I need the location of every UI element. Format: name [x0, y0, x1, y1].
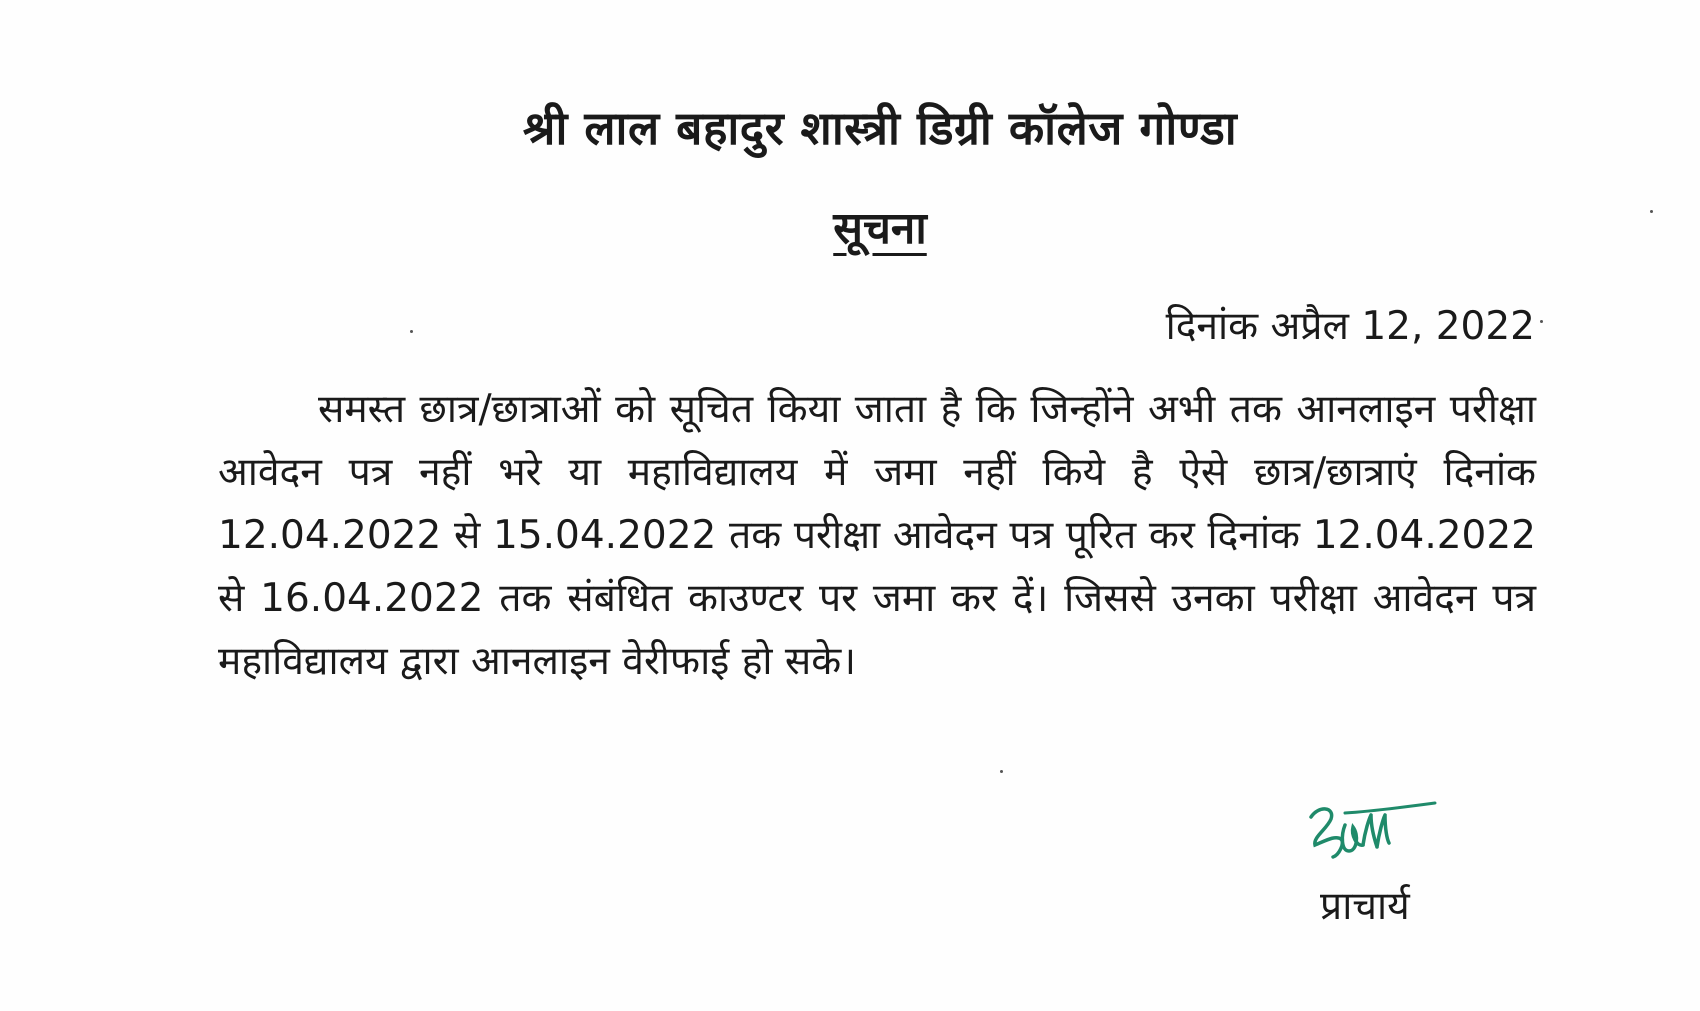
notice-heading-text: सूचना	[833, 203, 927, 254]
scan-speck	[1650, 210, 1653, 213]
signatory-title: प्राचार्य	[1320, 884, 1410, 929]
scan-speck	[410, 330, 413, 333]
scan-speck	[1540, 320, 1543, 323]
notice-body: समस्त छात्र/छात्राओं को सूचित किया जाता है कि जिन्होंने अभी तक आनलाइन परीक्षा आवेदन पत्र नहीं भरे या महाविद्यालय में जमा नहीं किये है ऐसे छात्र/छात्राएं दिनांक 12.04.2022 से 15.04.2022 तक परीक्षा आवेदन पत्र पूरित कर दिनांक 12.04.2022 से 16.04.2022 तक संबंधित काउण्टर पर जमा कर दें। जिससे उनका परीक्षा आवेदन पत्र महाविद्यालय द्वारा आनलाइन वेरीफाई हो सके।	[218, 387, 1536, 684]
scan-speck	[1000, 770, 1003, 773]
notice-date: दिनांक अप्रैल 12, 2022	[1165, 304, 1535, 349]
college-name: श्री लाल बहादुर शास्त्री डिग्री कॉलेज गोण्डा	[522, 101, 1238, 155]
notice-heading	[0, 196, 1700, 256]
signature-image	[1305, 795, 1450, 885]
